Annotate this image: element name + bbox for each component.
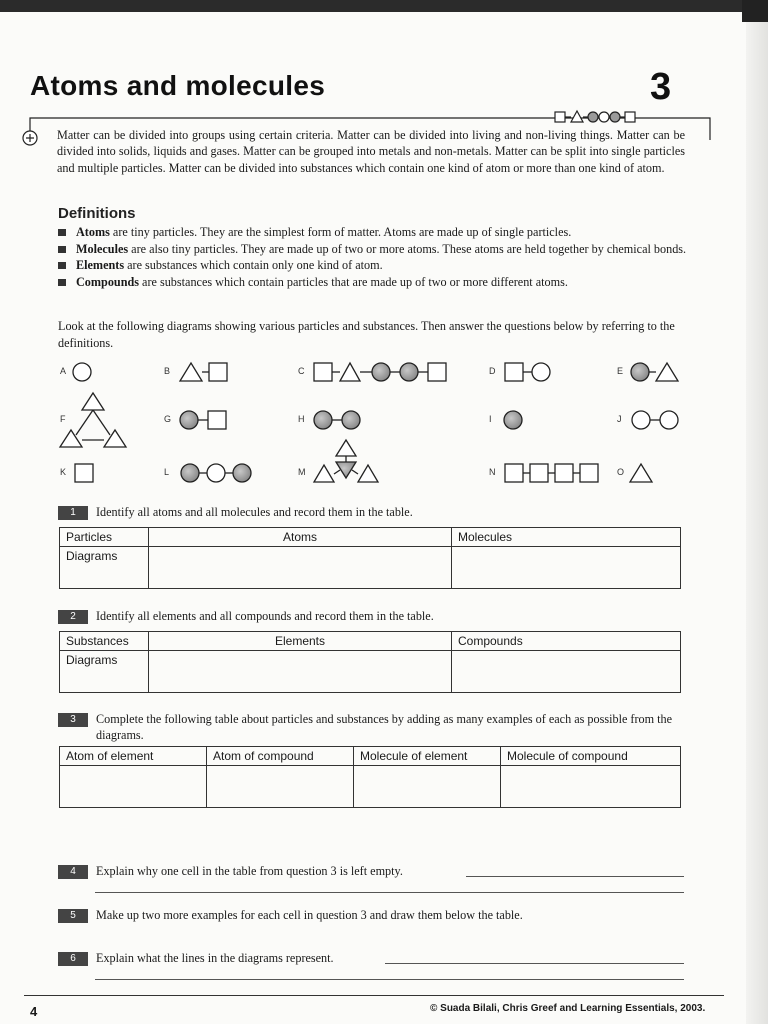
header-square-icon — [625, 112, 635, 122]
diagram-label-j: J — [617, 414, 622, 424]
question-number: 1 — [58, 506, 88, 520]
question-5: 5 Make up two more examples for each cell in question 3 and draw them below the table. — [58, 907, 678, 923]
diagram-label-n: N — [489, 467, 496, 477]
square-atom-icon — [505, 363, 523, 381]
question-number: 6 — [58, 952, 88, 966]
diagram-label-b: B — [164, 366, 171, 376]
triangle-atom-icon — [336, 440, 356, 456]
square-atom-icon — [314, 363, 332, 381]
diagram-a — [73, 363, 91, 381]
diagram-g — [180, 411, 226, 429]
definition-item: Elements are substances which contain only one kind of atom. — [58, 257, 688, 274]
diagram-label-d: D — [489, 366, 496, 376]
table-row-label: Diagrams — [60, 651, 149, 693]
particle-diagrams — [0, 350, 700, 490]
table-header: Molecules — [452, 528, 681, 547]
question-4: 4 Explain why one cell in the table from question 3 is left empty. — [58, 863, 678, 879]
question-number: 4 — [58, 865, 88, 879]
shaded-circle-atom-icon — [314, 411, 332, 429]
shaded-circle-atom-icon — [181, 464, 199, 482]
diagram-label-o: O — [617, 467, 625, 477]
intro-paragraph: Matter can be divided into groups using certain criteria. Matter can be divided into living and non-living things. Matter can be divided into solids, liquids and gases. Matter can be grouped into metals and non-metals. Matter can be split into single particles and multiple particles. Matter can be divided into substances which contain one kind of atom or more than one kind of atom. — [57, 128, 685, 175]
square-atom-icon — [75, 464, 93, 482]
diagram-label-l: L — [164, 467, 170, 477]
question-1: 1 Identify all atoms and all molecules and record them in the table. — [58, 504, 678, 520]
table-header: Particles — [60, 528, 149, 547]
answer-cell[interactable] — [207, 766, 354, 808]
page-number: 4 — [30, 1004, 38, 1019]
answer-cell[interactable] — [149, 651, 452, 693]
atoms-molecules-table — [59, 527, 681, 589]
diagram-label-c: C — [298, 366, 305, 376]
particles-substances-table — [59, 746, 681, 808]
square-atom-icon — [428, 363, 446, 381]
answer-cell[interactable] — [452, 547, 681, 589]
definition-item: Molecules are also tiny particles. They are made up of two or more atoms. These atoms are held together by chemical bonds. — [58, 241, 688, 258]
page-right-edge — [746, 0, 768, 1024]
header-shaded-circle-icon — [588, 112, 598, 122]
elements-compounds-table — [59, 631, 681, 693]
answer-line[interactable] — [95, 979, 684, 980]
diagram-j — [632, 411, 678, 429]
diagram-label-f: F — [60, 414, 66, 424]
scan-corner-tab — [742, 0, 768, 22]
answer-line[interactable] — [385, 963, 684, 964]
table-header: Molecule of compound — [501, 747, 681, 766]
triangle-atom-icon — [656, 363, 678, 381]
triangle-atom-icon — [60, 430, 82, 447]
table-header: Substances — [60, 632, 149, 651]
shaded-circle-atom-icon — [504, 411, 522, 429]
square-atom-icon — [555, 464, 573, 482]
table-header: Atom of compound — [207, 747, 354, 766]
shaded-circle-atom-icon — [372, 363, 390, 381]
instructions-paragraph: Look at the following diagrams showing various particles and substances. Then answer the questions below by referring to the definitions. — [58, 319, 675, 350]
shaded-circle-atom-icon — [631, 363, 649, 381]
copyright-notice: © Suada Bilali, Chris Greef and Learning Essentials, 2003. — [430, 1003, 706, 1014]
square-atom-icon — [208, 411, 226, 429]
question-number: 5 — [58, 909, 88, 923]
square-atom-icon — [580, 464, 598, 482]
diagram-m — [314, 440, 378, 482]
diagram-k — [75, 464, 93, 482]
question-number: 2 — [58, 610, 88, 624]
answer-line[interactable] — [466, 876, 684, 877]
answer-cell[interactable] — [452, 651, 681, 693]
square-atom-icon — [505, 464, 523, 482]
table-header: Elements — [149, 632, 452, 651]
diagram-label-e: E — [617, 366, 624, 376]
table-header: Molecule of element — [354, 747, 501, 766]
circle-atom-icon — [532, 363, 550, 381]
definition-item: Compounds are substances which contain particles that are made up of two or more different atoms. — [58, 274, 688, 291]
triangle-atom-icon — [630, 464, 652, 482]
square-atom-icon — [209, 363, 227, 381]
table-header: Atom of element — [60, 747, 207, 766]
triangle-atom-icon — [358, 465, 378, 482]
diagram-label-i: I — [489, 414, 492, 424]
diagram-i — [504, 411, 522, 429]
footer-rule — [24, 995, 724, 996]
triangle-atom-icon — [104, 430, 126, 447]
diagram-label-m: M — [298, 467, 306, 477]
triangle-atom-icon — [180, 363, 202, 381]
triangle-atom-icon — [82, 393, 104, 410]
table-header: Compounds — [452, 632, 681, 651]
triangle-atom-icon — [340, 363, 360, 381]
question-2: 2 Identify all elements and all compounds and record them in the table. — [58, 608, 678, 624]
circle-atom-icon — [207, 464, 225, 482]
circle-atom-icon — [632, 411, 650, 429]
diagram-label-k: K — [60, 467, 67, 477]
triangle-atom-icon — [314, 465, 334, 482]
shaded-circle-atom-icon — [233, 464, 251, 482]
header-shaded-circle-icon — [610, 112, 620, 122]
diagram-d — [505, 363, 550, 381]
question-6: 6 Explain what the lines in the diagrams represent. — [58, 950, 678, 966]
diagram-label-g: G — [164, 414, 172, 424]
header-triangle-icon — [571, 111, 583, 122]
diagram-n — [505, 464, 598, 482]
diagram-c — [314, 363, 446, 381]
question-3: 3 Complete the following table about particles and substances by adding as many examples of each as possible from the diagrams. — [58, 711, 696, 743]
definitions-heading: Definitions — [58, 205, 136, 222]
answer-cell[interactable] — [354, 766, 501, 808]
answer-cell[interactable] — [149, 547, 452, 589]
header-square-icon — [555, 112, 565, 122]
square-atom-icon — [530, 464, 548, 482]
answer-cell[interactable] — [501, 766, 681, 808]
circle-atom-icon — [660, 411, 678, 429]
scan-top-edge — [0, 0, 768, 12]
page-title: Atoms and molecules — [30, 70, 326, 101]
diagram-b — [180, 363, 227, 381]
diagram-o — [630, 464, 652, 482]
definitions-list — [58, 224, 688, 290]
circle-atom-icon — [73, 363, 91, 381]
shaded-circle-atom-icon — [342, 411, 360, 429]
table-header: Atoms — [149, 528, 452, 547]
shaded-circle-atom-icon — [180, 411, 198, 429]
question-number: 3 — [58, 713, 88, 727]
table-row-label: Diagrams — [60, 547, 149, 589]
diagram-label-a: A — [60, 366, 67, 376]
answer-line[interactable] — [95, 892, 684, 893]
diagram-e — [631, 363, 678, 381]
diagram-label-h: H — [298, 414, 305, 424]
chapter-number: 3 — [650, 66, 672, 108]
definition-item: Atoms are tiny particles. They are the simplest form of matter. Atoms are made up of single particles. — [58, 224, 688, 241]
header-circle-icon — [599, 112, 609, 122]
diagram-f — [60, 393, 126, 447]
answer-cell[interactable] — [60, 766, 207, 808]
diagram-h — [314, 411, 360, 429]
diagram-l — [181, 464, 251, 482]
shaded-circle-atom-icon — [400, 363, 418, 381]
